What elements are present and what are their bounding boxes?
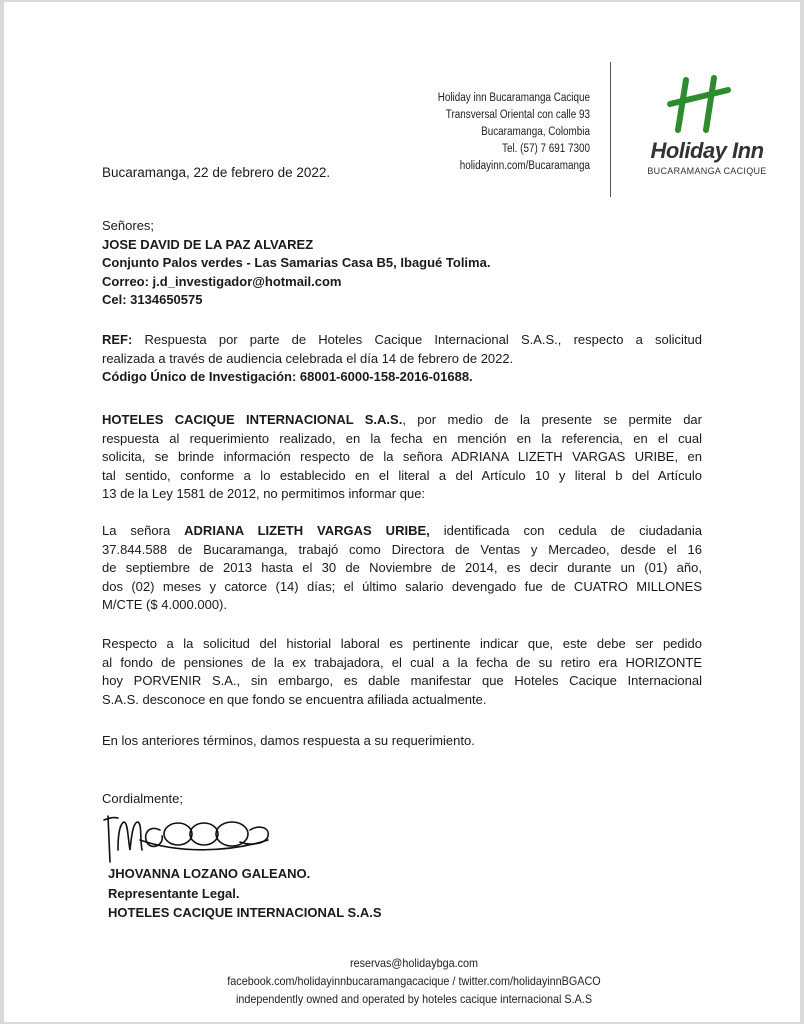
closing: Cordialmente; [102, 791, 183, 806]
paragraph-2-line-1: identificada con cedula de ciudadania [429, 523, 702, 538]
paragraph-3-line-4: S.A.S. desconoce en que fondo se encuentra afiliada actualmente. [102, 691, 487, 707]
hotel-city: Bucaramanga, Colombia [481, 126, 590, 138]
paragraph-3-line-3: hoy PORVENIR S.A., sin embargo, es dable manifestar que Hoteles Cacique Internacional [102, 673, 702, 688]
footer-ownership: independently owned and operated by hoteles cacique internacional S.A.S [235, 992, 593, 1006]
paragraph-4: En los anteriores términos, damos respuesta a su requerimiento. [102, 733, 475, 748]
hotel-phone: Tel. (57) 7 691 7300 [502, 143, 590, 155]
signer-name: JHOVANNA LOZANO GALEANO. [108, 866, 311, 881]
recipient-name: JOSE DAVID DE LA PAZ ALVAREZ [102, 236, 314, 252]
signer-title: Representante Legal. [108, 885, 240, 901]
paragraph-2-prefix: La señora [102, 523, 185, 538]
logo-wordmark: Holiday Inn [650, 138, 764, 163]
company-name: HOTELES CACIQUE INTERNACIONAL S.A.S. [102, 412, 403, 427]
paragraph-1-line-1: , por medio de la presente se permite dar [402, 412, 702, 427]
hotel-contact-block [378, 90, 590, 175]
logo-subtitle: BUCARAMANGA CACIQUE [647, 166, 767, 176]
paragraph-3-line-1: Respecto a la solicitud del historial laboral es pertinente indicar que, este debe ser pedido [102, 636, 702, 651]
holiday-inn-h-icon [662, 74, 734, 136]
paragraph-1-line-3: solicita, se brinde información respecto de la señora ADRIANA LIZETH VARGAS URIBE, en [102, 449, 702, 464]
recipient-phone: Cel: 3134650575 [102, 292, 203, 307]
paragraph-2 [102, 522, 702, 615]
handwritten-signature [100, 810, 275, 866]
footer [180, 954, 648, 1008]
paragraph-1-line-2: respuesta al requerimiento realizado, en la fecha en mención en la referencia, en el cual [102, 430, 702, 446]
hotel-address: Transversal Oriental con calle 93 [445, 109, 590, 121]
signer-company: HOTELES CACIQUE INTERNACIONAL S.A.S [108, 905, 382, 920]
paragraph-1-line-4: tal sentido, conforme a lo establecido en el literal a del Artículo 10 y literal b del Artículo [102, 467, 702, 483]
paragraph-2-line-2: 37.844.588 de Bucaramanga, trabajó como Directora de Ventas y Mercadeo, desde el 16 [102, 541, 702, 557]
letter-date: Bucaramanga, 22 de febrero de 2022. [102, 165, 331, 180]
hotel-website: holidayinn.com/Bucaramanga [459, 160, 590, 172]
holiday-inn-logo [632, 74, 782, 184]
employee-name: ADRIANA LIZETH VARGAS URIBE, [184, 523, 430, 538]
reference-line-1: Respuesta por parte de Hoteles Cacique Internacional S.A.S., respecto a solicitud [144, 332, 702, 347]
paragraph-2-line-4: dos (02) meses y catorce (14) días; el último salario devengado fue de CUATRO MILLONES [102, 578, 702, 594]
recipient-email: Correo: j.d_investigador@hotmail.com [102, 273, 342, 289]
paragraph-1-line-5: 13 de la Ley 1581 de 2012, no permitimos informar que: [102, 486, 426, 501]
header-divider [610, 62, 611, 197]
paragraph-1 [102, 411, 702, 504]
reference-line-2: realizada a través de audiencia celebrada el día 14 de febrero de 2022. [102, 350, 514, 366]
paragraph-2-line-3: de septiembre de 2013 hasta el 30 de Noviembre de 2014, es decir durante un (01) año, [102, 560, 702, 575]
salutation: Señores; [102, 218, 155, 233]
hotel-name: Holiday inn Bucaramanga Cacique [437, 92, 590, 104]
letter-page [4, 2, 800, 1022]
paragraph-3-line-2: al fondo de pensiones de la ex trabajadora, el cual a la fecha de su retiro era HORIZONTE [102, 654, 702, 670]
recipient-address: Conjunto Palos verdes - Las Samarias Casa B5, Ibagué Tolima. [102, 255, 491, 270]
reference-label: REF: [102, 332, 133, 347]
paragraph-3 [102, 635, 702, 709]
investigation-code: Código Único de Investigación: 68001-6000-158-2016-01688. [102, 369, 473, 384]
paragraph-2-line-5: M/CTE ($ 4.000.000). [102, 597, 227, 612]
reference-block [102, 331, 702, 387]
footer-social: facebook.com/holidayinnbucaramangacacique / twitter.com/holidayinnBGACO [227, 974, 601, 988]
signer-block [108, 864, 382, 923]
recipient-block [102, 217, 702, 310]
footer-email: reservas@holidaybga.com [349, 956, 479, 970]
